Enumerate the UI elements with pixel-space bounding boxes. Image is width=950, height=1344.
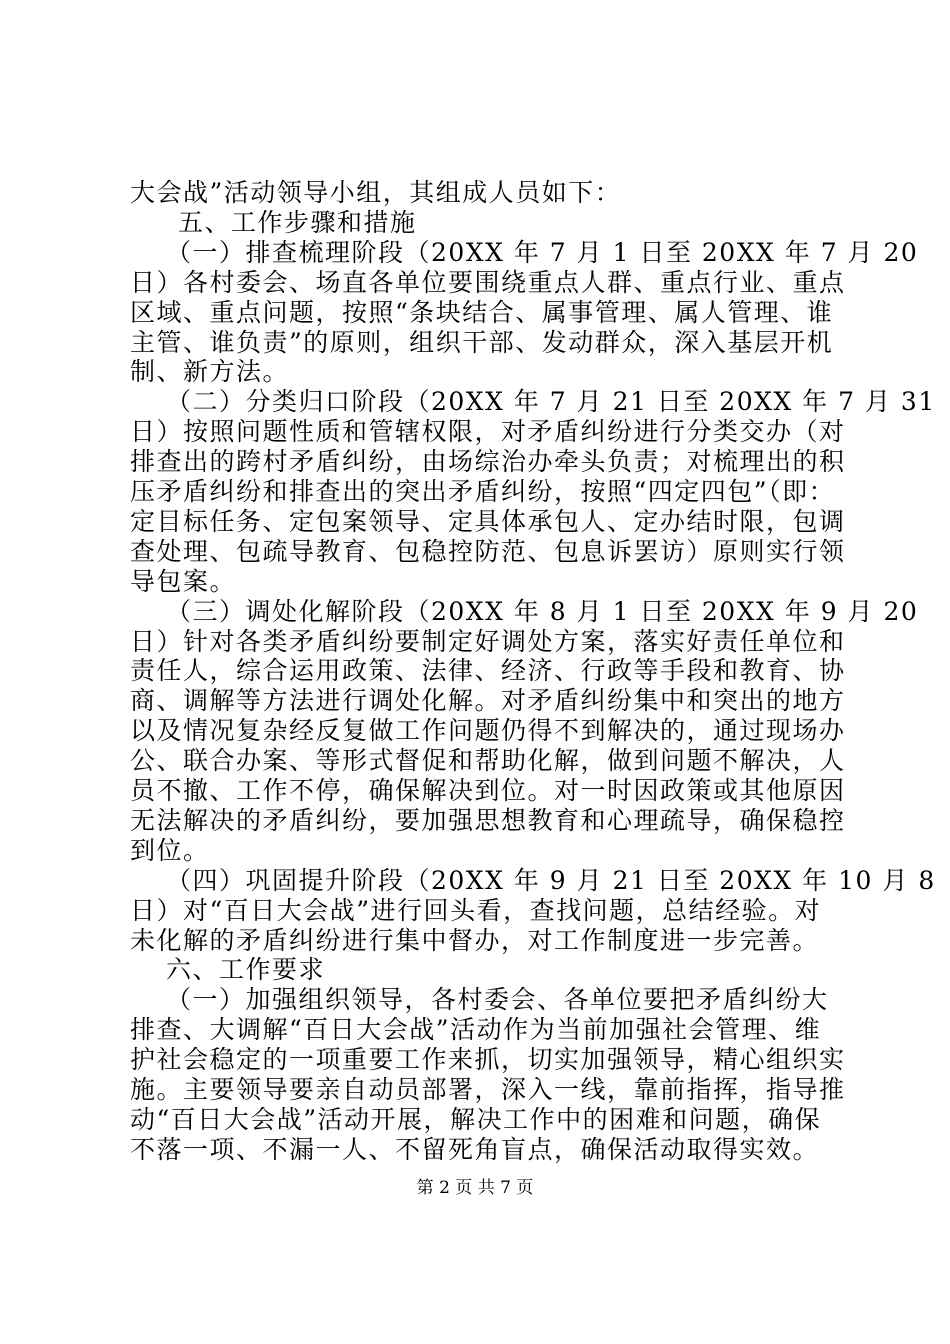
text-line: （三）调处化解阶段（20XX 年 8 月 1 日至 20XX 年 9 月 20	[166, 596, 919, 626]
text-line: 日）针对各类矛盾纠纷要制定好调处方案，落实好责任单位和	[130, 626, 846, 656]
text-line: 到位。	[130, 835, 210, 865]
text-line: 导包案。	[130, 566, 237, 596]
text-line: 大会战”活动领导小组，其组成人员如下：	[130, 178, 622, 207]
text-line: 查处理、包疏导教育、包稳控防范、包息诉罢访）原则实行领	[130, 536, 846, 566]
text-line: （四）巩固提升阶段（20XX 年 9 月 21 日至 20XX 年 10 月 8	[166, 865, 936, 895]
text-line: 主管、谁负责”的原则，组织干部、发动群众，深入基层开机	[130, 327, 834, 357]
text-line: （一）排查梳理阶段（20XX 年 7 月 1 日至 20XX 年 7 月 20	[166, 237, 919, 267]
text-line: 日）对“百日大会战”进行回头看，查找问题，总结经验。对	[130, 895, 822, 925]
text-line: （一）加强组织领导，各村委会、各单位要把矛盾纠纷大	[166, 985, 829, 1015]
text-line: 排查出的跨村矛盾纠纷，由场综治办牵头负责；对梳理出的积	[130, 447, 846, 477]
text-line: 护社会稳定的一项重要工作来抓，切实加强领导，精心组织实	[130, 1045, 846, 1075]
text-line: 动“百日大会战”活动开展，解决工作中的困难和问题，确保	[130, 1104, 822, 1134]
text-line: 公、联合办案、等形式督促和帮助化解，做到问题不解决，人	[130, 746, 846, 776]
text-line: 区域、重点问题，按照“条块结合、属事管理、属人管理、谁	[130, 297, 834, 327]
text-line: 不落一项、不漏一人、不留死角盲点，确保活动取得实效。	[130, 1134, 820, 1164]
text-line: 日）各村委会、场直各单位要围绕重点人群、重点行业、重点	[130, 267, 846, 297]
text-line: 定目标任务、定包案领导、定具体承包人、定办结时限，包调	[130, 506, 846, 536]
page-number-footer: 第 2 页 共 7 页	[416, 1177, 534, 1198]
text-line: 责任人，综合运用政策、法律、经济、行政等手段和教育、协	[130, 656, 846, 686]
text-line: 商、调解等方法进行调处化解。对矛盾纠纷集中和突出的地方	[130, 686, 846, 716]
text-line: 排查、大调解“百日大会战”活动作为当前加强社会管理、维	[130, 1015, 822, 1045]
text-line: 施。主要领导要亲自动员部署，深入一线，靠前指挥，指导推	[130, 1075, 846, 1104]
section-heading: 五、工作步骤和措施	[178, 207, 417, 237]
text-line: 无法解决的矛盾纠纷，要加强思想教育和心理疏导，确保稳控	[130, 805, 846, 835]
text-line: 制、新方法。	[130, 357, 290, 387]
text-line: 员不撤、工作不停，确保解决到位。对一时因政策或其他原因	[130, 776, 846, 805]
section-heading: 六、工作要求	[166, 955, 326, 985]
text-line: 日）按照问题性质和管辖权限，对矛盾纠纷进行分类交办（对	[130, 417, 846, 447]
text-line: 未化解的矛盾纠纷进行集中督办，对工作制度进一步完善。	[130, 925, 820, 955]
text-line: 以及情况复杂经反复做工作问题仍得不到解决的，通过现场办	[130, 716, 846, 746]
text-line: 压矛盾纠纷和排查出的突出矛盾纠纷，按照“四定四包”（即：	[130, 477, 836, 506]
text-line: （二）分类归口阶段（20XX 年 7 月 21 日至 20XX 年 7 月 31	[166, 387, 936, 417]
